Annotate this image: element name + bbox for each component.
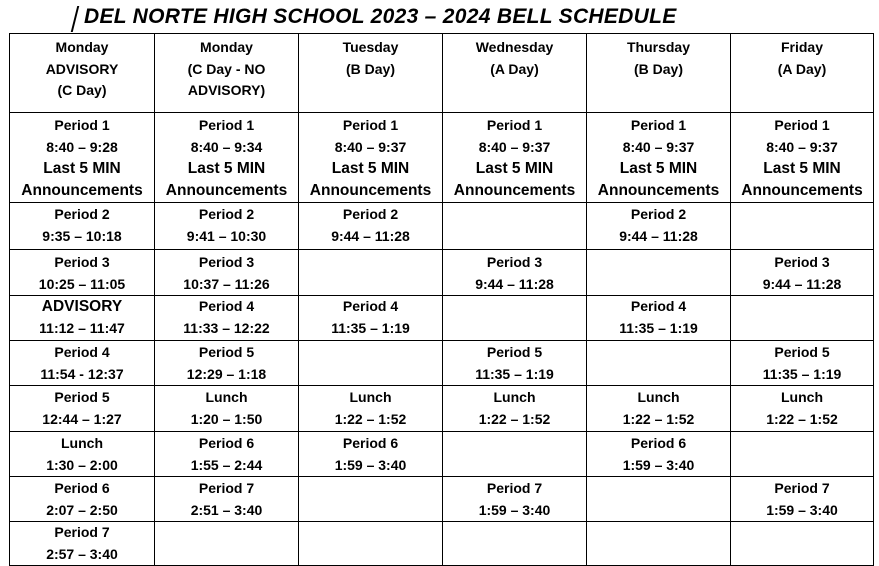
schedule-row [10, 432, 874, 477]
header-line: Wednesday [475, 39, 554, 55]
period-name: ADVISORY [41, 298, 123, 315]
schedule-cell-thursday [587, 203, 731, 250]
period-name: Period 7 [486, 480, 543, 496]
period-name: Period 6 [342, 435, 399, 451]
announcement-note: Last 5 MIN [187, 160, 266, 177]
period-name: Period 5 [54, 389, 110, 405]
period-name: Period 7 [774, 480, 830, 496]
announcement-note: Announcements [453, 182, 576, 199]
header-line: (B Day) [633, 60, 683, 77]
period-name: Period 1 [54, 117, 110, 133]
header-tuesday [299, 34, 443, 113]
schedule-cell-monday-advisory [10, 250, 155, 296]
announcement-note: Announcements [741, 182, 863, 199]
empty-cell [587, 522, 731, 566]
time-range: 8:40 – 9:34 [190, 138, 263, 155]
schedule-cell-monday-no-advisory [155, 203, 299, 250]
empty-cell [587, 341, 731, 386]
period-name: Period 3 [774, 254, 830, 270]
period-name: Period 6 [54, 480, 110, 496]
empty-cell [731, 203, 874, 250]
time-range: 1:22 – 1:52 [766, 410, 838, 427]
schedule-row [10, 250, 874, 296]
period-name: Period 2 [198, 206, 255, 222]
announcement-note: Last 5 MIN [763, 160, 841, 177]
period-name: Period 1 [486, 117, 543, 133]
time-range: 9:44 – 11:28 [475, 275, 554, 292]
header-line: Thursday [626, 39, 690, 55]
schedule-cell-wednesday [443, 477, 587, 522]
announcement-note: Last 5 MIN [43, 160, 121, 177]
schedule-cell-monday-advisory [10, 203, 155, 250]
schedule-cell-monday-advisory [10, 477, 155, 522]
period-name: Lunch [493, 389, 536, 405]
announcement-note: Last 5 MIN [619, 160, 698, 177]
schedule-row [10, 296, 874, 341]
period-name: Lunch [781, 389, 823, 405]
period-name: Period 1 [774, 117, 830, 133]
announcement-note: Announcements [165, 182, 288, 199]
time-range: 12:44 – 1:27 [42, 410, 122, 427]
time-range: 8:40 – 9:37 [478, 138, 551, 155]
period-name: Period 2 [630, 206, 687, 222]
empty-cell [587, 250, 731, 296]
empty-cell [299, 477, 443, 522]
header-monday-advisory [10, 34, 155, 113]
schedule-cell-wednesday [443, 250, 587, 296]
schedule-cell-monday-advisory [10, 386, 155, 432]
period-name: Lunch [61, 435, 103, 451]
page-title: DEL NORTE HIGH SCHOOL 2023 – 2024 BELL SCHEDULE [84, 5, 677, 28]
announcement-note: Announcements [21, 182, 143, 199]
empty-cell [299, 341, 443, 386]
header-line: Monday [200, 39, 253, 55]
period-name: Period 1 [630, 117, 687, 133]
empty-cell [731, 522, 874, 566]
time-range: 1:20 – 1:50 [190, 410, 263, 427]
time-range: 9:44 – 11:28 [331, 227, 410, 244]
bell-schedule-table [9, 33, 874, 566]
schedule-cell-thursday [587, 113, 731, 203]
time-range: 11:35 – 1:19 [331, 319, 410, 336]
schedule-cell-monday-no-advisory [155, 477, 299, 522]
schedule-row [10, 522, 874, 566]
time-range: 2:07 – 2:50 [46, 501, 118, 518]
header-line: Monday [55, 39, 109, 55]
period-name: Period 5 [198, 344, 255, 360]
empty-cell [155, 522, 299, 566]
schedule-cell-friday [731, 386, 874, 432]
header-row [10, 34, 874, 113]
schedule-cell-friday [731, 341, 874, 386]
schedule-cell-monday-no-advisory [155, 296, 299, 341]
time-range: 1:59 – 3:40 [334, 456, 407, 473]
schedule-cell-thursday [587, 386, 731, 432]
header-line: Friday [780, 39, 823, 55]
period-name: Period 5 [774, 344, 830, 360]
period-name: Period 1 [198, 117, 255, 133]
schedule-cell-tuesday [299, 113, 443, 203]
header-line: (C Day - NO [187, 60, 266, 77]
announcement-note: Announcements [597, 182, 720, 199]
schedule-cell-monday-no-advisory [155, 432, 299, 477]
time-range: 12:29 – 1:18 [186, 365, 267, 382]
header-line: ADVISORY) [187, 82, 266, 98]
schedule-cell-monday-no-advisory [155, 386, 299, 432]
schedule-cell-monday-no-advisory [155, 250, 299, 296]
announcement-note: Last 5 MIN [331, 160, 410, 177]
time-range: 11:35 – 1:19 [619, 319, 698, 336]
time-range: 2:57 – 3:40 [46, 545, 118, 562]
time-range: 9:44 – 11:28 [619, 227, 698, 244]
schedule-cell-monday-no-advisory [155, 113, 299, 203]
period-name: Period 4 [198, 298, 255, 314]
period-name: Period 7 [54, 524, 110, 540]
schedule-cell-tuesday [299, 203, 443, 250]
time-range: 11:54 - 12:37 [40, 365, 124, 382]
time-range: 10:25 – 11:05 [38, 275, 126, 292]
schedule-cell-monday-no-advisory [155, 341, 299, 386]
period-name: Period 6 [198, 435, 255, 451]
time-range: 11:35 – 1:19 [762, 365, 842, 382]
schedule-cell-wednesday [443, 341, 587, 386]
empty-cell [587, 477, 731, 522]
time-range: 1:59 – 3:40 [622, 456, 695, 473]
period-name: Lunch [637, 389, 680, 405]
period-name: Period 6 [630, 435, 687, 451]
empty-cell [299, 250, 443, 296]
header-thursday [587, 34, 731, 113]
period-name: Period 3 [198, 254, 255, 270]
time-range: 9:41 – 10:30 [186, 227, 267, 244]
time-range: 1:22 – 1:52 [334, 410, 407, 427]
schedule-cell-monday-advisory [10, 113, 155, 203]
header-wednesday [443, 34, 587, 113]
period-name: Period 1 [342, 117, 399, 133]
schedule-row [10, 341, 874, 386]
time-range: 9:44 – 11:28 [762, 275, 842, 292]
schedule-cell-monday-advisory [10, 341, 155, 386]
time-range: 2:51 – 3:40 [190, 501, 263, 518]
time-range: 1:59 – 3:40 [478, 501, 551, 518]
empty-cell [443, 432, 587, 477]
time-range: 11:35 – 1:19 [475, 365, 554, 382]
schedule-row [10, 203, 874, 250]
schedule-cell-tuesday [299, 386, 443, 432]
schedule-cell-friday [731, 250, 874, 296]
schedule-cell-friday [731, 113, 874, 203]
empty-cell [443, 296, 587, 341]
schedule-row [10, 113, 874, 203]
schedule-cell-thursday [587, 432, 731, 477]
schedule-cell-wednesday [443, 113, 587, 203]
period-name: Lunch [349, 389, 392, 405]
empty-cell [731, 432, 874, 477]
time-range: 8:40 – 9:28 [46, 138, 118, 155]
time-range: 1:30 – 2:00 [46, 456, 118, 473]
header-line: (A Day) [490, 60, 539, 77]
empty-cell [443, 522, 587, 566]
time-range: 8:40 – 9:37 [766, 138, 838, 155]
time-range: 9:35 – 10:18 [42, 227, 122, 244]
header-monday-no-advisory [155, 34, 299, 113]
header-line: Tuesday [342, 39, 399, 55]
schedule-cell-monday-advisory [10, 296, 155, 341]
schedule-cell-monday-advisory [10, 432, 155, 477]
period-name: Period 2 [54, 206, 110, 222]
time-range: 8:40 – 9:37 [334, 138, 407, 155]
period-name: Period 5 [486, 344, 543, 360]
schedule-cell-friday [731, 477, 874, 522]
schedule-cell-tuesday [299, 296, 443, 341]
empty-cell [299, 522, 443, 566]
schedule-cell-monday-advisory [10, 522, 155, 566]
empty-cell [731, 296, 874, 341]
time-range: 1:22 – 1:52 [622, 410, 695, 427]
time-range: 1:22 – 1:52 [478, 410, 551, 427]
schedule-cell-tuesday [299, 432, 443, 477]
announcement-note: Announcements [309, 182, 432, 199]
period-name: Period 3 [486, 254, 543, 270]
period-name: Period 3 [54, 254, 110, 270]
header-line: (A Day) [777, 60, 827, 77]
schedule-cell-thursday [587, 296, 731, 341]
header-friday [731, 34, 874, 113]
schedule-row [10, 386, 874, 432]
period-name: Period 7 [198, 480, 255, 496]
announcement-note: Last 5 MIN [475, 160, 554, 177]
time-range: 11:12 – 11:47 [39, 320, 125, 336]
period-name: Period 4 [54, 344, 110, 360]
time-range: 10:37 – 11:26 [183, 275, 270, 292]
time-range: 8:40 – 9:37 [622, 138, 695, 155]
header-line: ADVISORY [45, 60, 119, 77]
time-range: 11:33 – 12:22 [183, 319, 270, 336]
title-accent-bar [71, 6, 79, 32]
time-range: 1:59 – 3:40 [766, 501, 838, 518]
header-line: (C Day) [57, 82, 107, 98]
period-name: Period 4 [342, 298, 399, 314]
header-line: (B Day) [345, 60, 395, 77]
period-name: Period 2 [342, 206, 399, 222]
empty-cell [443, 203, 587, 250]
time-range: 1:55 – 2:44 [190, 456, 263, 473]
period-name: Lunch [205, 389, 248, 405]
schedule-cell-wednesday [443, 386, 587, 432]
schedule-row [10, 477, 874, 522]
period-name: Period 4 [630, 298, 687, 314]
